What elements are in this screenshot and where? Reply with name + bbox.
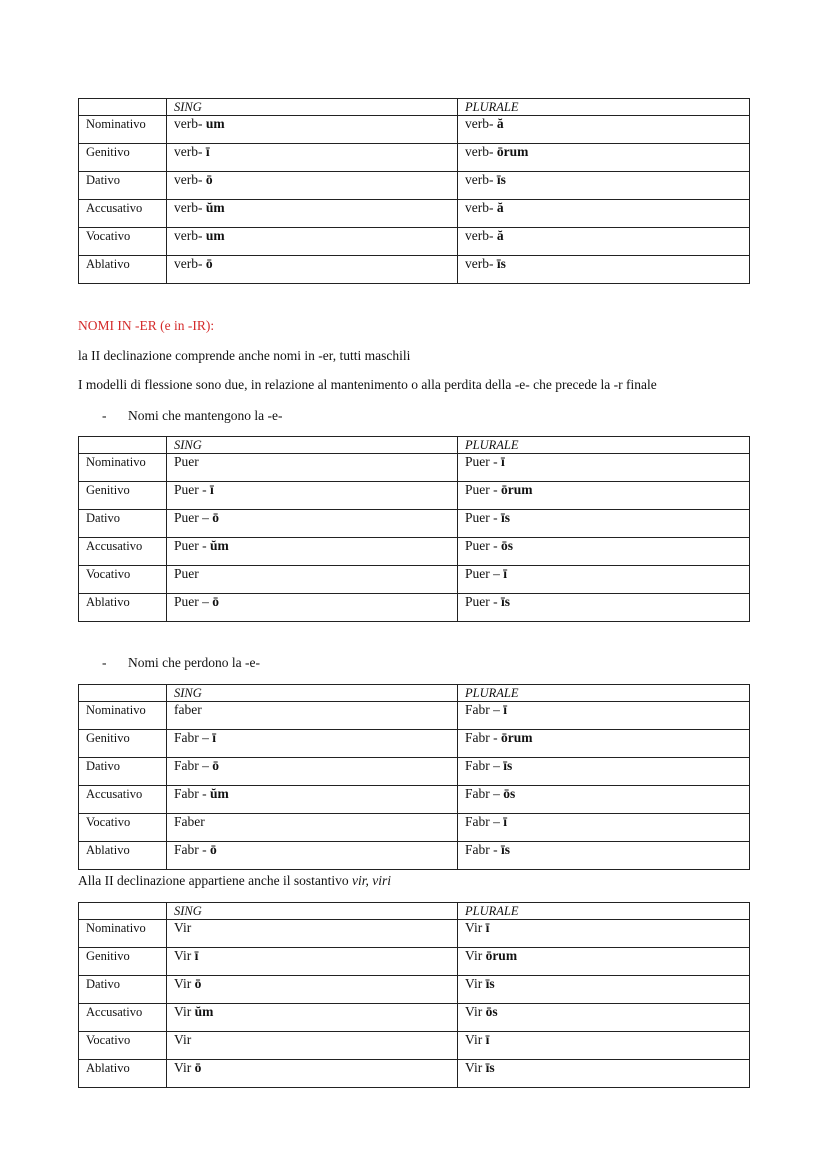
header-sing: SING bbox=[167, 437, 458, 454]
table-row bbox=[79, 482, 750, 510]
plural-form bbox=[458, 948, 750, 976]
case-label: Vocativo bbox=[79, 566, 167, 594]
case-label: Vocativo bbox=[79, 814, 167, 842]
plural-form bbox=[458, 116, 750, 144]
stem: Faber bbox=[174, 814, 205, 829]
singular-form bbox=[167, 538, 458, 566]
stem: Fabr - bbox=[174, 786, 210, 801]
stem: Vir bbox=[174, 948, 195, 963]
header-blank bbox=[79, 437, 167, 454]
singular-form bbox=[167, 948, 458, 976]
intro-paragraph: la II declinazione comprende anche nomi in -er, tutti maschili bbox=[78, 348, 411, 363]
table-row bbox=[79, 200, 750, 228]
ending: ōs bbox=[503, 786, 516, 801]
singular-form bbox=[167, 228, 458, 256]
stem: Puer – bbox=[174, 510, 213, 525]
plural-form bbox=[458, 1060, 750, 1088]
ending: ă bbox=[496, 116, 504, 131]
singular-form bbox=[167, 510, 458, 538]
case-label: Nominativo bbox=[79, 116, 167, 144]
ending: ō bbox=[194, 1060, 202, 1075]
singular-form bbox=[167, 482, 458, 510]
case-label: Vocativo bbox=[79, 228, 167, 256]
plural-form bbox=[458, 1032, 750, 1060]
table-row bbox=[79, 758, 750, 786]
ending: īs bbox=[496, 172, 506, 187]
table-row bbox=[79, 786, 750, 814]
case-label: Accusativo bbox=[79, 786, 167, 814]
plural-form bbox=[458, 172, 750, 200]
plural-form bbox=[458, 200, 750, 228]
ending: ōrum bbox=[496, 144, 529, 159]
table-row bbox=[79, 116, 750, 144]
stem: verb- bbox=[174, 172, 206, 187]
bullet-text: Nomi che perdono la -e- bbox=[128, 655, 260, 670]
case-label: Accusativo bbox=[79, 1004, 167, 1032]
header-blank bbox=[79, 685, 167, 702]
stem: verb- bbox=[465, 144, 497, 159]
singular-form bbox=[167, 256, 458, 284]
table-header-row bbox=[79, 437, 750, 454]
plural-form bbox=[458, 730, 750, 758]
ending: ī bbox=[503, 566, 508, 581]
stem: Fabr – bbox=[465, 786, 504, 801]
stem: Fabr - bbox=[174, 842, 210, 857]
singular-form bbox=[167, 116, 458, 144]
plural-form bbox=[458, 1004, 750, 1032]
ending: ī bbox=[503, 814, 508, 829]
plural-form bbox=[458, 538, 750, 566]
table-row bbox=[79, 538, 750, 566]
case-label: Genitivo bbox=[79, 948, 167, 976]
singular-form bbox=[167, 786, 458, 814]
stem: Puer - bbox=[174, 538, 210, 553]
ending: ō bbox=[212, 510, 219, 525]
ending: ī bbox=[485, 920, 490, 935]
plural-form bbox=[458, 454, 750, 482]
stem: verb- bbox=[174, 144, 206, 159]
header-plurale: PLURALE bbox=[458, 903, 750, 920]
header-sing: SING bbox=[167, 99, 458, 116]
ending: ī bbox=[501, 454, 505, 469]
plural-form bbox=[458, 482, 750, 510]
case-label: Dativo bbox=[79, 976, 167, 1004]
stem: Fabr – bbox=[174, 730, 213, 745]
ending: ōrum bbox=[501, 482, 533, 497]
table-row bbox=[79, 1004, 750, 1032]
puer-declension-table bbox=[78, 436, 750, 622]
table-row bbox=[79, 510, 750, 538]
table-row bbox=[79, 842, 750, 870]
plural-form bbox=[458, 976, 750, 1004]
plural-form bbox=[458, 814, 750, 842]
stem: verb- bbox=[465, 200, 497, 215]
stem: Puer – bbox=[174, 594, 213, 609]
case-label: Ablativo bbox=[79, 256, 167, 284]
stem: verb- bbox=[174, 116, 206, 131]
stem: Fabr – bbox=[465, 814, 504, 829]
stem: verb- bbox=[465, 256, 497, 271]
singular-form bbox=[167, 200, 458, 228]
case-label: Ablativo bbox=[79, 594, 167, 622]
table-row bbox=[79, 814, 750, 842]
stem: verb- bbox=[465, 228, 497, 243]
stem: Vir bbox=[465, 1060, 486, 1075]
models-paragraph: I modelli di flessione sono due, in relazione al mantenimento o alla perdita della -e- che precede la -r finale bbox=[78, 377, 657, 392]
case-label: Nominativo bbox=[79, 454, 167, 482]
singular-form bbox=[167, 920, 458, 948]
stem: verb- bbox=[465, 172, 497, 187]
case-label: Genitivo bbox=[79, 482, 167, 510]
plural-form bbox=[458, 594, 750, 622]
ending: īs bbox=[501, 594, 511, 609]
table-row bbox=[79, 454, 750, 482]
stem: Puer - bbox=[465, 482, 501, 497]
ending: ă bbox=[496, 200, 504, 215]
stem: Vir bbox=[174, 1032, 192, 1047]
ending: īs bbox=[501, 510, 511, 525]
plural-form bbox=[458, 842, 750, 870]
ending: ī bbox=[194, 948, 199, 963]
verbum-declension-table bbox=[78, 98, 750, 284]
ending: ŭm bbox=[210, 786, 229, 801]
stem: Fabr - bbox=[465, 730, 501, 745]
plural-form bbox=[458, 510, 750, 538]
ending: ōrum bbox=[501, 730, 533, 745]
case-label: Vocativo bbox=[79, 1032, 167, 1060]
singular-form bbox=[167, 976, 458, 1004]
stem: verb- bbox=[174, 228, 206, 243]
bullet-dash: - bbox=[102, 408, 107, 423]
singular-form bbox=[167, 842, 458, 870]
bullet-text: Nomi che mantengono la -e- bbox=[128, 408, 283, 423]
ending: īs bbox=[501, 842, 511, 857]
ending: ōrum bbox=[485, 948, 518, 963]
singular-form bbox=[167, 730, 458, 758]
case-label: Dativo bbox=[79, 758, 167, 786]
ending: ă bbox=[496, 228, 504, 243]
stem: verb- bbox=[174, 200, 206, 215]
ending: ō bbox=[212, 594, 219, 609]
stem: Vir bbox=[465, 920, 486, 935]
ending: ī bbox=[503, 702, 508, 717]
stem: Vir bbox=[174, 976, 195, 991]
ending: ō bbox=[212, 758, 219, 773]
ending: ī bbox=[212, 730, 217, 745]
stem: Puer bbox=[174, 566, 199, 581]
ending: ŭm bbox=[205, 200, 225, 215]
bullet-keep-e bbox=[102, 408, 282, 424]
plural-form bbox=[458, 566, 750, 594]
singular-form bbox=[167, 144, 458, 172]
table-header-row bbox=[79, 99, 750, 116]
header-plurale: PLURALE bbox=[458, 685, 750, 702]
header-plurale: PLURALE bbox=[458, 99, 750, 116]
ending: ī bbox=[485, 1032, 490, 1047]
table-row bbox=[79, 144, 750, 172]
plural-form bbox=[458, 144, 750, 172]
plural-form bbox=[458, 702, 750, 730]
ending: ō bbox=[210, 842, 217, 857]
case-label: Accusativo bbox=[79, 538, 167, 566]
case-label: Nominativo bbox=[79, 920, 167, 948]
stem: Puer bbox=[174, 454, 199, 469]
table-row bbox=[79, 594, 750, 622]
table-row bbox=[79, 948, 750, 976]
table-row bbox=[79, 976, 750, 1004]
ending: īs bbox=[496, 256, 506, 271]
vir-sentence-word: vir, viri bbox=[352, 873, 392, 888]
ending: um bbox=[205, 116, 225, 131]
table-row bbox=[79, 920, 750, 948]
case-label: Accusativo bbox=[79, 200, 167, 228]
table-row bbox=[79, 228, 750, 256]
case-label: Dativo bbox=[79, 510, 167, 538]
stem: Vir bbox=[465, 976, 486, 991]
stem: Vir bbox=[174, 1004, 195, 1019]
stem: Vir bbox=[174, 1060, 195, 1075]
header-blank bbox=[79, 903, 167, 920]
table-header-row bbox=[79, 903, 750, 920]
plural-form bbox=[458, 256, 750, 284]
ending: um bbox=[205, 228, 225, 243]
table-row bbox=[79, 256, 750, 284]
ending: ōs bbox=[485, 1004, 498, 1019]
faber-declension-table bbox=[78, 684, 750, 870]
ending: ŭm bbox=[210, 538, 229, 553]
vir-sentence-text: Alla II declinazione appartiene anche il sostantivo bbox=[78, 873, 353, 888]
bullet-lose-e bbox=[102, 655, 260, 671]
ending: ī bbox=[205, 144, 210, 159]
singular-form bbox=[167, 814, 458, 842]
singular-form bbox=[167, 758, 458, 786]
case-label: Nominativo bbox=[79, 702, 167, 730]
table-row bbox=[79, 1032, 750, 1060]
section-title: NOMI IN -ER (e in -IR): bbox=[78, 318, 215, 333]
stem: verb- bbox=[174, 256, 206, 271]
stem: Puer - bbox=[465, 538, 501, 553]
table-row bbox=[79, 702, 750, 730]
singular-form bbox=[167, 454, 458, 482]
plural-form bbox=[458, 920, 750, 948]
vir-declension-table bbox=[78, 902, 750, 1088]
case-label: Genitivo bbox=[79, 144, 167, 172]
stem: Puer - bbox=[465, 510, 501, 525]
ending: ŭm bbox=[194, 1004, 214, 1019]
stem: Fabr – bbox=[174, 758, 213, 773]
case-label: Ablativo bbox=[79, 842, 167, 870]
singular-form bbox=[167, 172, 458, 200]
stem: Puer - bbox=[174, 482, 210, 497]
stem: Vir bbox=[465, 1032, 486, 1047]
stem: Fabr – bbox=[465, 758, 504, 773]
plural-form bbox=[458, 228, 750, 256]
table-row bbox=[79, 730, 750, 758]
plural-form bbox=[458, 786, 750, 814]
header-plurale: PLURALE bbox=[458, 437, 750, 454]
ending: ō bbox=[205, 256, 213, 271]
stem: faber bbox=[174, 702, 202, 717]
header-sing: SING bbox=[167, 685, 458, 702]
singular-form bbox=[167, 1060, 458, 1088]
stem: Puer - bbox=[465, 454, 501, 469]
header-sing: SING bbox=[167, 903, 458, 920]
stem: Vir bbox=[465, 948, 486, 963]
ending: ōs bbox=[501, 538, 514, 553]
table-row bbox=[79, 566, 750, 594]
ending: ō bbox=[205, 172, 213, 187]
ending: īs bbox=[485, 976, 495, 991]
ending: ī bbox=[210, 482, 214, 497]
singular-form bbox=[167, 566, 458, 594]
singular-form bbox=[167, 1032, 458, 1060]
case-label: Genitivo bbox=[79, 730, 167, 758]
singular-form bbox=[167, 1004, 458, 1032]
ending: ō bbox=[194, 976, 202, 991]
stem: Fabr – bbox=[465, 702, 504, 717]
stem: Puer - bbox=[465, 594, 501, 609]
singular-form bbox=[167, 594, 458, 622]
stem: Fabr - bbox=[465, 842, 501, 857]
case-label: Dativo bbox=[79, 172, 167, 200]
case-label: Ablativo bbox=[79, 1060, 167, 1088]
table-header-row bbox=[79, 685, 750, 702]
stem: Vir bbox=[465, 1004, 486, 1019]
singular-form bbox=[167, 702, 458, 730]
vir-sentence bbox=[78, 873, 391, 889]
table-row bbox=[79, 172, 750, 200]
header-blank bbox=[79, 99, 167, 116]
stem: Puer – bbox=[465, 566, 504, 581]
stem: verb- bbox=[465, 116, 497, 131]
ending: īs bbox=[485, 1060, 495, 1075]
bullet-dash: - bbox=[102, 655, 107, 670]
plural-form bbox=[458, 758, 750, 786]
stem: Vir bbox=[174, 920, 192, 935]
table-row bbox=[79, 1060, 750, 1088]
ending: īs bbox=[503, 758, 513, 773]
